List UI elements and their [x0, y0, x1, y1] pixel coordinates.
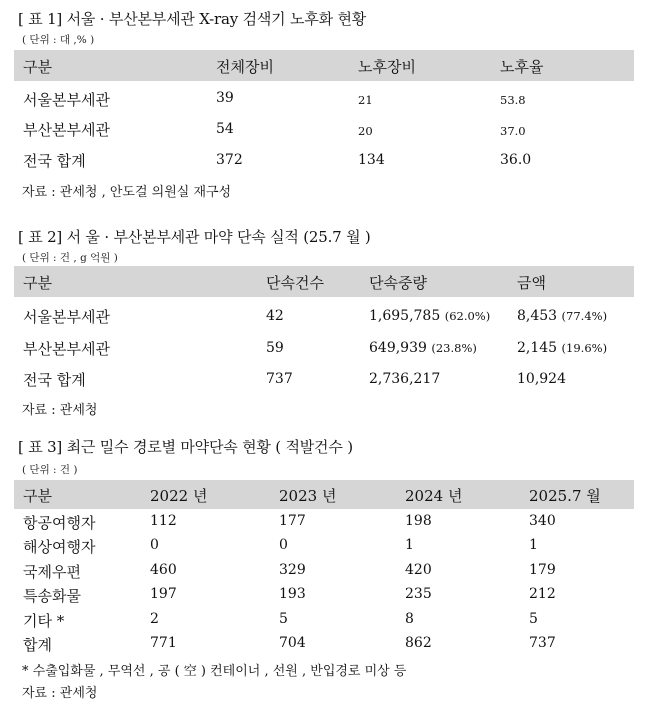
table3-cell: 862 — [405, 635, 432, 651]
table3-header-2025: 2025.7 월 — [529, 487, 601, 505]
table3-header-2024: 2024 년 — [405, 487, 463, 505]
table3-cell: 193 — [279, 586, 306, 602]
table3-cell: 5 — [529, 611, 538, 627]
table2-weight-cell — [369, 371, 440, 387]
table2-title: [ 표 2] 서 울 · 부산본부세관 마약 단속 실적 (25.7 월 ) — [18, 228, 371, 246]
table2-count-cell: 42 — [266, 308, 284, 324]
table3-row-label: 특송화물 — [23, 587, 81, 605]
table3-row-label: 해상여행자 — [23, 538, 96, 556]
table3-cell: 177 — [279, 513, 306, 529]
table1-cell: 53.8 — [500, 93, 526, 107]
table3-cell: 235 — [405, 586, 432, 602]
table2-row-label: 부산본부세관 — [23, 340, 110, 358]
table3-cell: 197 — [150, 586, 177, 602]
table3-cell: 8 — [405, 611, 414, 627]
table2-amount-percent: (77.4%) — [561, 309, 608, 323]
table2-row-label: 전국 합계 — [23, 371, 86, 389]
table2-weight-value: 1,695,785 — [369, 308, 441, 324]
table3-cell: 212 — [529, 586, 556, 602]
table2-weight-value: 649,939 — [369, 340, 427, 356]
table1-row-label: 부산본부세관 — [23, 121, 110, 139]
table2-header-amount: 금액 — [517, 274, 546, 292]
table2-header-count: 단속건수 — [266, 274, 324, 292]
table2-weight-percent: (62.0%) — [444, 309, 491, 323]
table2-weight-percent: (23.8%) — [431, 341, 477, 355]
table1-row-label: 전국 합계 — [23, 152, 86, 170]
table2-row-label: 서울본부세관 — [23, 308, 110, 326]
table3-cell: 179 — [529, 562, 556, 578]
table2-count-cell: 59 — [266, 340, 284, 356]
table1-source: 자료 : 관세청 , 안도걸 의원실 재구성 — [22, 185, 232, 200]
table1-cell: 37.0 — [500, 124, 526, 138]
table3-cell: 112 — [150, 513, 177, 529]
table3-cell: 198 — [405, 513, 432, 529]
table2-amount-cell — [517, 308, 607, 324]
table3-cell: 2 — [150, 611, 159, 627]
table3-row-label: 항공여행자 — [23, 514, 96, 532]
table3-cell: 1 — [529, 537, 538, 553]
table3-cell: 420 — [405, 562, 432, 578]
table3-cell: 0 — [279, 537, 288, 553]
table3-cell: 460 — [150, 562, 177, 578]
table3-row-label: 국제우편 — [23, 563, 81, 581]
table2-header-weight: 단속중량 — [369, 274, 427, 292]
table3-source: 자료 : 관세청 — [22, 686, 98, 701]
table3-cell: 1 — [405, 537, 414, 553]
table1-cell: 36.0 — [500, 152, 532, 168]
table2-source: 자료 : 관세청 — [22, 403, 98, 418]
table2-amount-cell — [517, 340, 607, 356]
table1-row-label: 서울본부세관 — [23, 91, 110, 109]
table3-title: [ 표 3] 최근 밀수 경로별 마약단속 현황 ( 적발건수 ) — [18, 438, 353, 456]
table3-cell: 0 — [150, 537, 159, 553]
table3-footnote: * 수출입화물 , 무역선 , 공 ( 空 ) 컨테이너 , 선원 , 반입경로 미상 등 — [22, 664, 407, 679]
table3-cell: 704 — [279, 635, 306, 651]
table1-cell: 20 — [358, 124, 373, 138]
table2-weight-cell — [369, 340, 477, 356]
table3-header-2022: 2022 년 — [150, 487, 208, 505]
table2-amount-cell — [517, 371, 566, 387]
table1-cell: 39 — [216, 90, 234, 106]
table2-amount-value: 2,145 — [517, 340, 558, 356]
table3-unit: ( 단위 : 건 ) — [22, 464, 78, 476]
table3-header-2023: 2023 년 — [279, 487, 337, 505]
table3-cell: 737 — [529, 635, 556, 651]
table2-weight-cell — [369, 308, 490, 324]
table2-weight-value: 2,736,217 — [369, 371, 441, 387]
table3-row-label: 기타 * — [23, 612, 65, 630]
table3-header-category: 구분 — [23, 487, 52, 505]
table1-cell: 134 — [358, 152, 385, 168]
table1-cell: 54 — [216, 121, 234, 137]
table2-amount-value: 10,924 — [517, 371, 566, 387]
table2-amount-value: 8,453 — [517, 308, 558, 324]
table3-cell: 771 — [150, 635, 177, 651]
table1-unit: ( 단위 : 대 ,% ) — [22, 34, 95, 46]
table3-cell: 340 — [529, 513, 556, 529]
table2-unit: ( 단위 : 건 , g 억원 ) — [22, 252, 118, 264]
table3-row-label: 합계 — [23, 636, 52, 654]
table3-cell: 5 — [279, 611, 288, 627]
table1-header-aged: 노후장비 — [358, 58, 416, 76]
table3-cell: 329 — [279, 562, 306, 578]
table1-header-category: 구분 — [23, 58, 52, 76]
table2-amount-percent: (19.6%) — [561, 341, 608, 355]
table1-cell: 372 — [216, 152, 243, 168]
table1-header-rate: 노후율 — [500, 58, 544, 76]
table1-title: [ 표 1] 서울 · 부산본부세관 X-ray 검색기 노후화 현황 — [18, 10, 367, 28]
table1-cell: 21 — [358, 93, 373, 107]
table1-header-total: 전체장비 — [216, 58, 274, 76]
table2-count-cell: 737 — [266, 371, 293, 387]
table2-header-category: 구분 — [23, 274, 52, 292]
